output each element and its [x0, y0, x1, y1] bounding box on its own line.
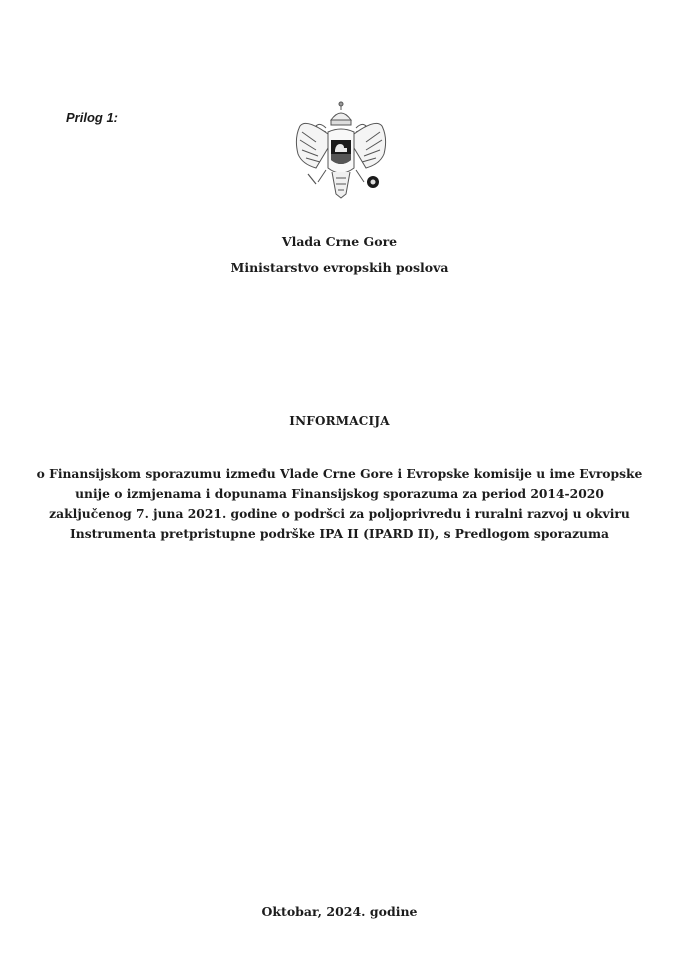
- description-line: Instrumenta pretpristupne podrške IPA II (IPARD II), s Predlogom sporazuma: [70, 526, 609, 541]
- ministry-name: Ministarstvo evropskih poslova: [230, 260, 449, 275]
- description-line: o Finansijskom sporazumu između Vlade Crne Gore i Evropske komisije u ime Evropske: [36, 466, 643, 481]
- document-date: Oktobar, 2024. godine: [261, 904, 418, 919]
- document-description: [0, 464, 679, 544]
- document-title: INFORMACIJA: [289, 414, 390, 428]
- government-name: Vlada Crne Gore: [281, 234, 398, 249]
- coat-of-arms-icon: [286, 98, 396, 202]
- description-line: unije o izmjenama i dopunama Finansijskog sporazuma za period 2014-2020: [75, 486, 604, 501]
- description-line: zaključenog 7. juna 2021. godine o podršci za poljoprivredu i ruralni razvoj u okviru: [49, 506, 630, 521]
- annex-label: Prilog 1:: [66, 110, 119, 125]
